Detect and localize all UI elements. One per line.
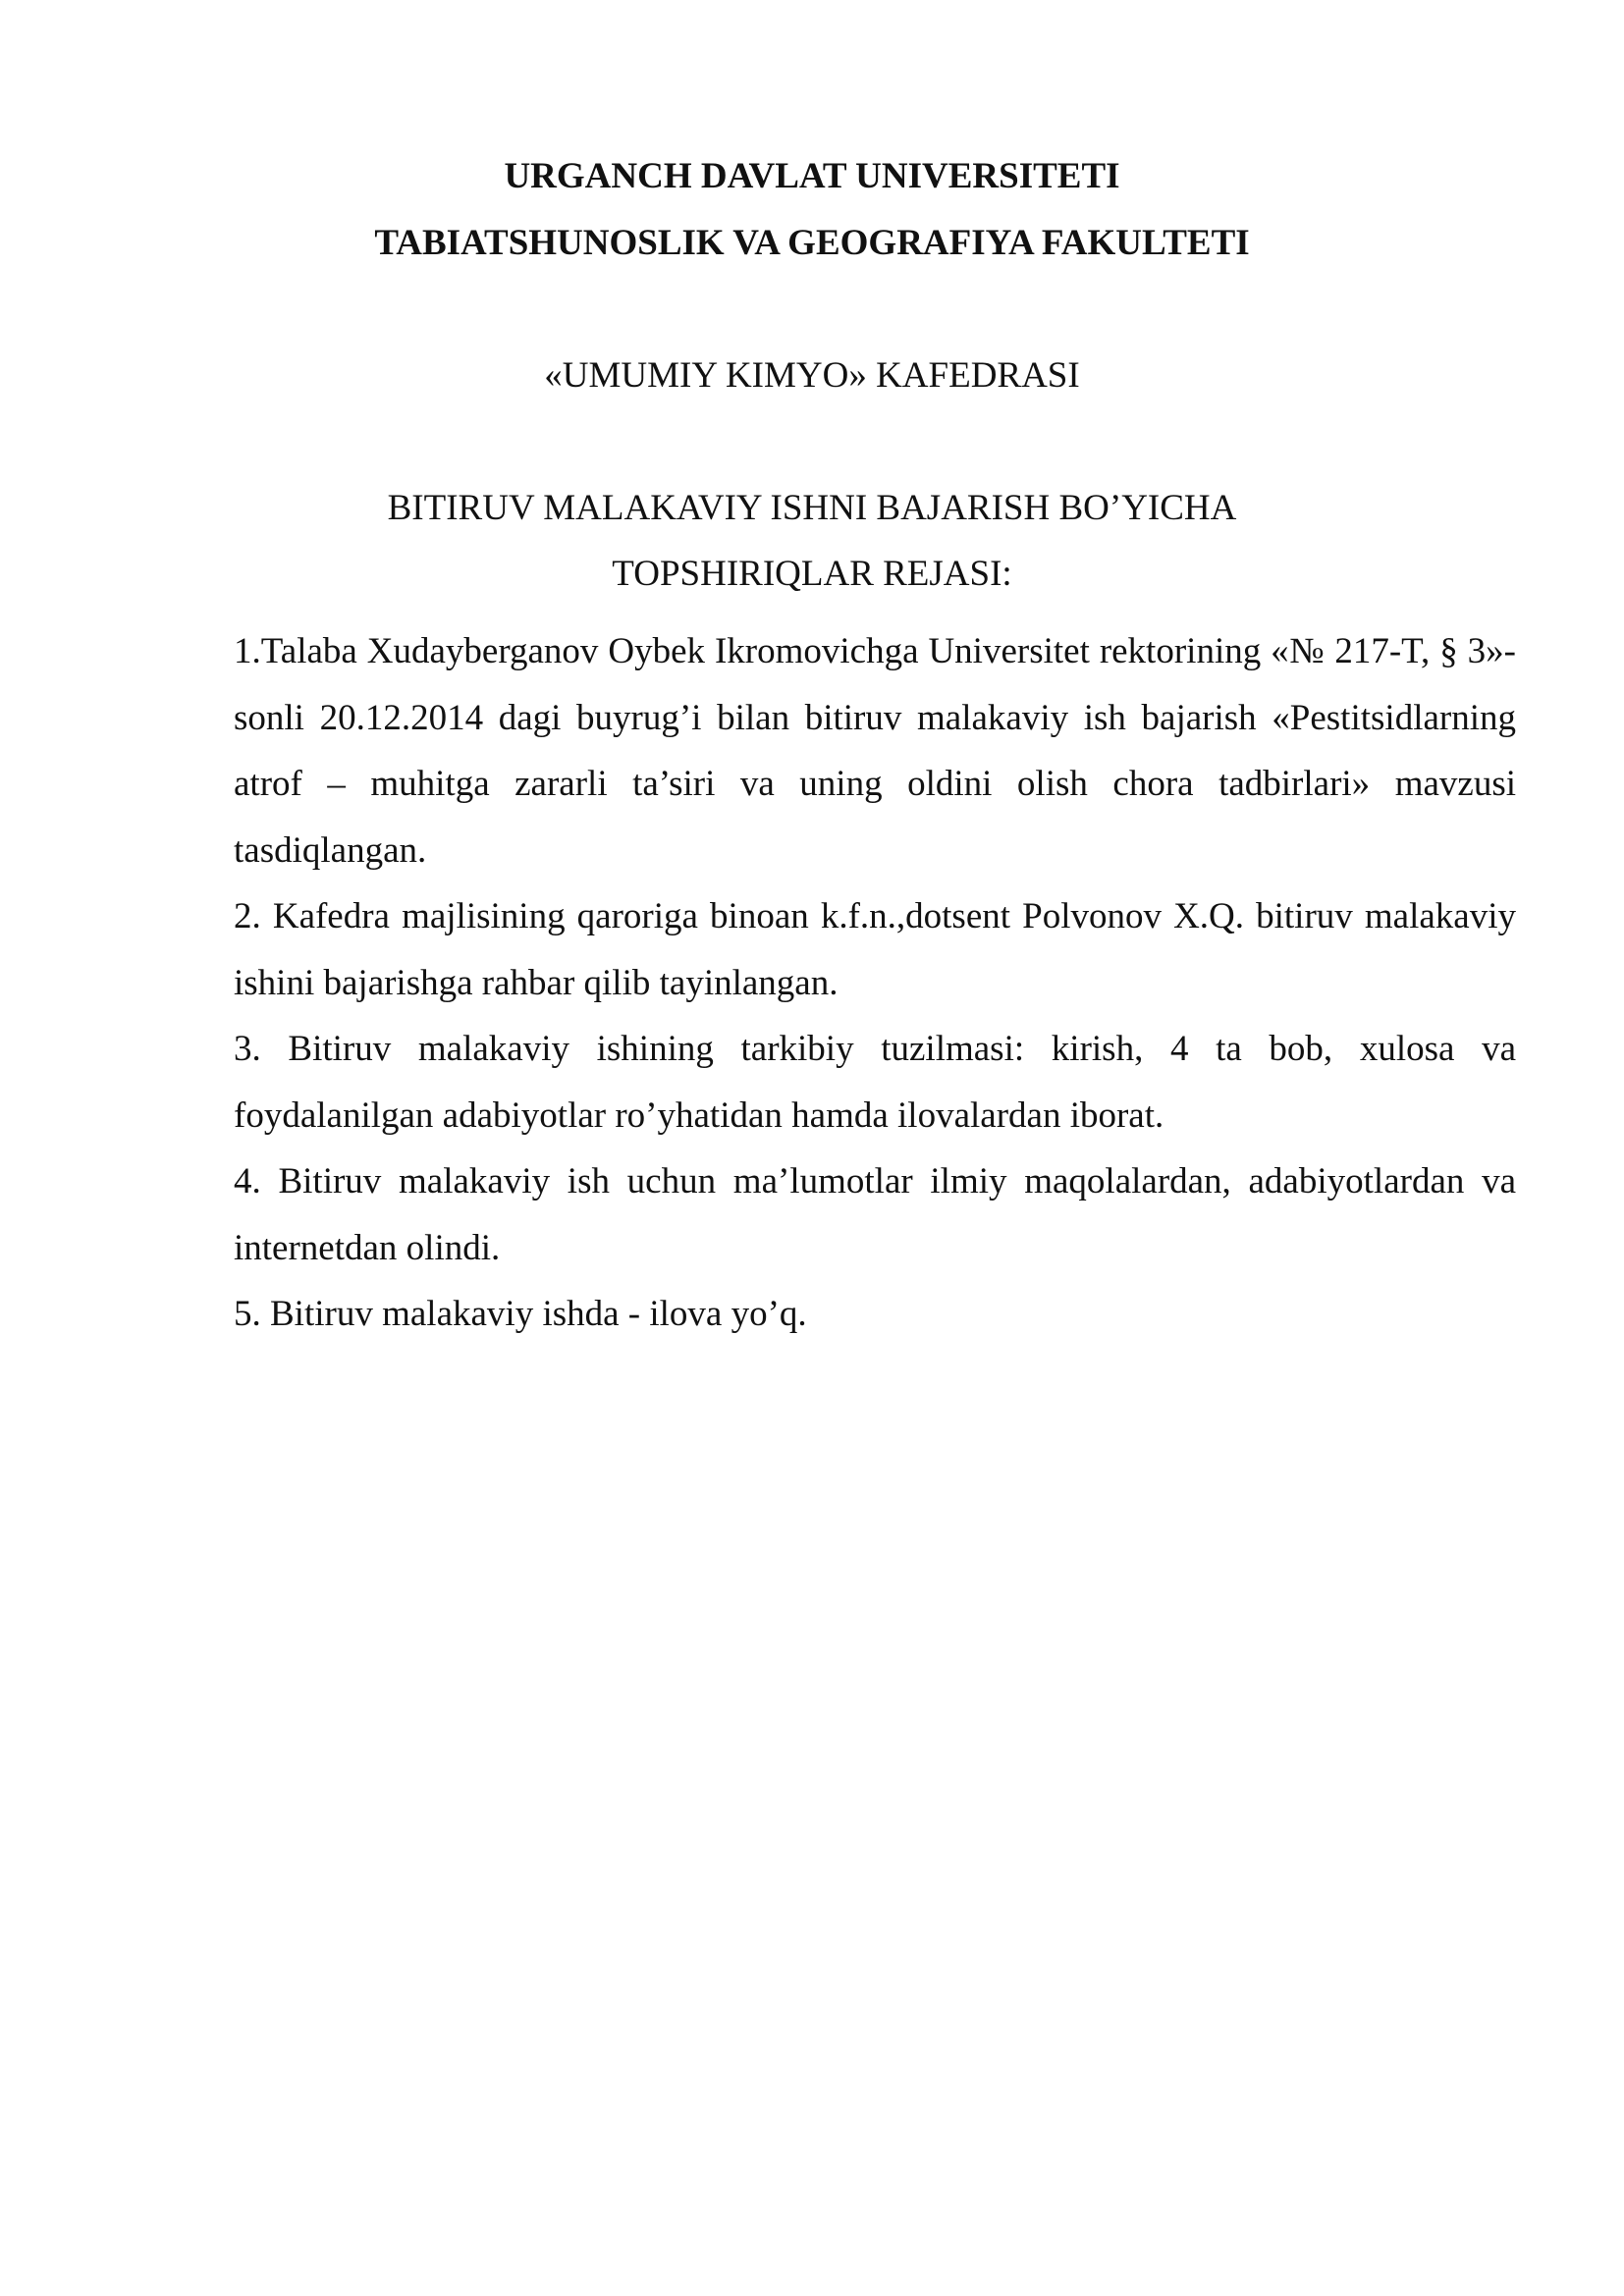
document-title-line2: TOPSHIRIQLAR REJASI:: [612, 554, 1012, 594]
task-item-4: 4. Bitiruv malakaviy ish uchun ma’lumotlar ilmiy maqolalardan, adabiyotlardan va internetdan olindi.: [234, 1161, 1516, 1268]
task-item-2: 2. Kafedra majlisining qaroriga binoan k.f.n.,dotsent Polvonov X.Q. bitiruv malakaviy ishini bajarishga rahbar qilib tayinlangan.: [234, 896, 1516, 1003]
task-item-3: 3. Bitiruv malakaviy ishining tarkibiy tuzilmasi: kirish, 4 ta bob, xulosa va foydalanilgan adabiyotlar ro’yhatidan hamda ilovalardan iborat.: [234, 1029, 1516, 1136]
task-item-5: 5. Bitiruv malakaviy ishda - ilova yo’q.: [234, 1294, 807, 1334]
department-name: «UMUMIY KIMYO» KAFEDRASI: [544, 355, 1080, 396]
task-list: [234, 618, 1516, 1348]
document-title-line1: BITIRUV MALAKAVIY ISHNI BAJARISH BO’YICHA: [387, 488, 1237, 528]
university-name: URGANCH DAVLAT UNIVERSITETI: [504, 156, 1120, 196]
task-item-1: 1.Talaba Xudayberganov Oybek Ikromovichga Universitet rektorining «№ 217-T, § 3»-sonli 20.12.2014 dagi buyrug’i bilan bitiruv malakaviy ish bajarish «Pestitsidlarning atrof – muhitga zararli ta’siri va uning oldini olish chora tadbirlari» mavzusi tasdiqlangan.: [234, 631, 1516, 871]
faculty-name: TABIATSHUNOSLIK VA GEOGRAFIYA FAKULTETI: [374, 223, 1250, 263]
